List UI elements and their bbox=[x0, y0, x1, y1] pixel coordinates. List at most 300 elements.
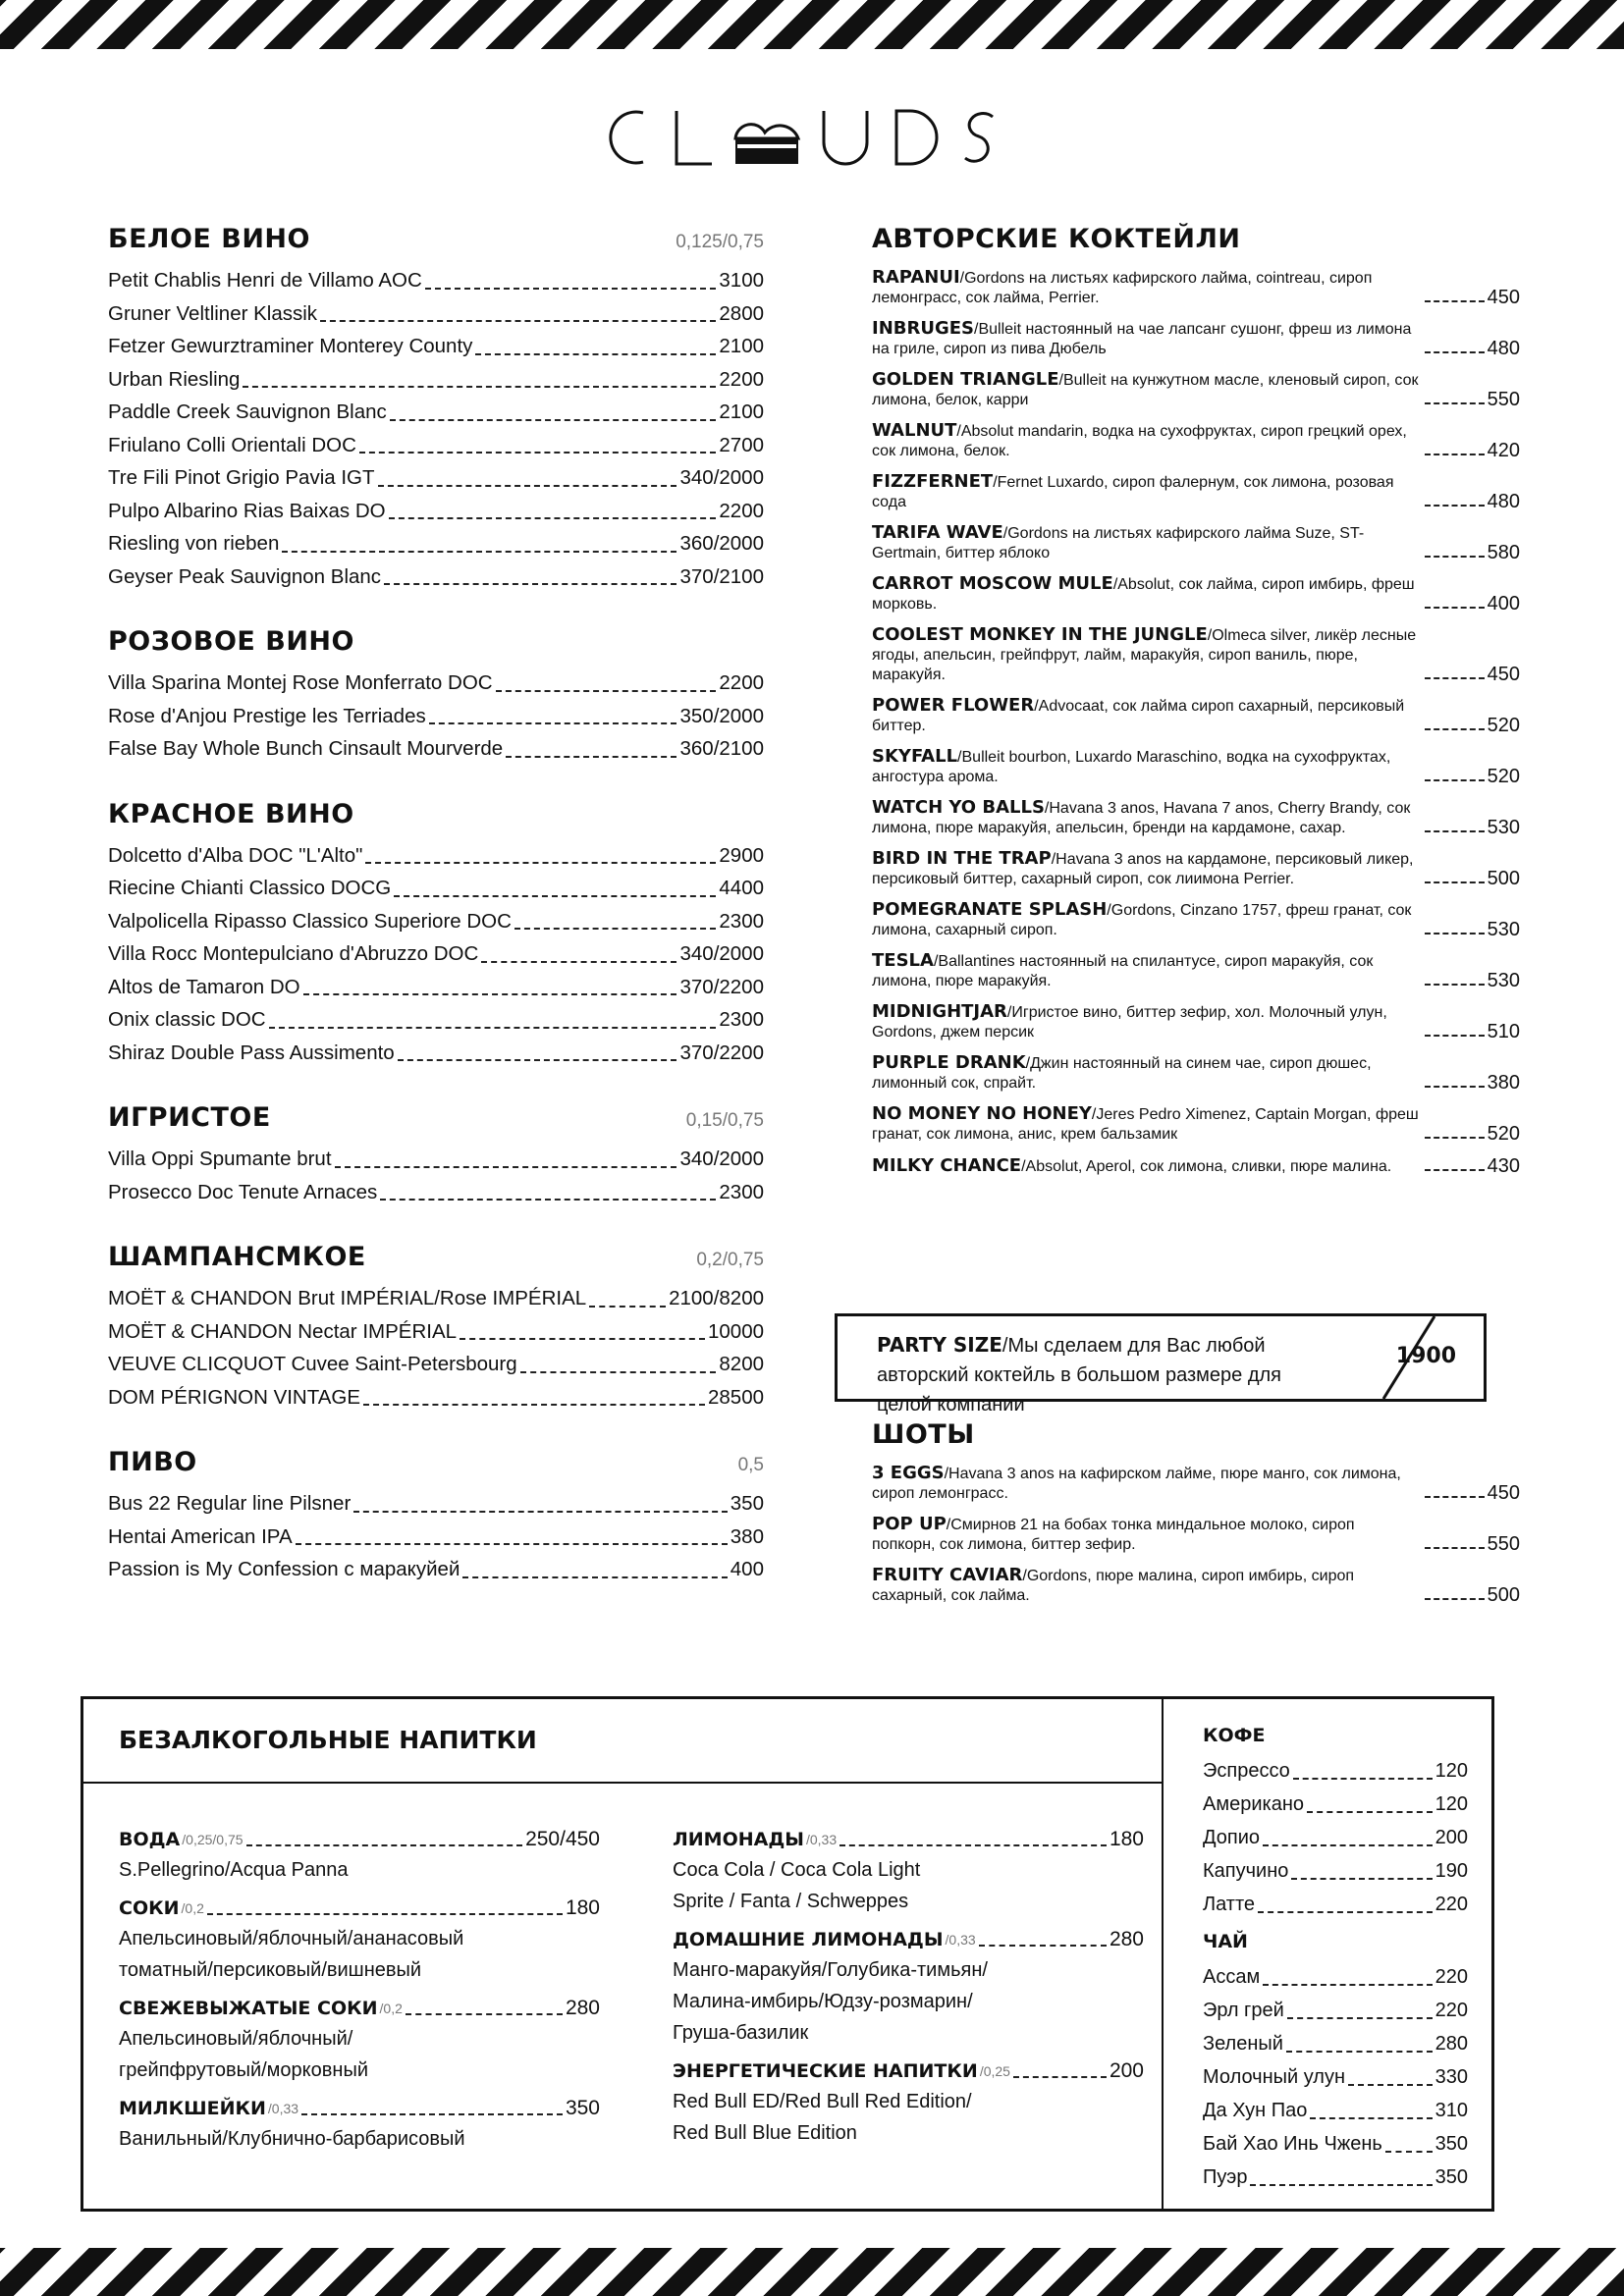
item-name: Riecine Chianti Classico DOCG bbox=[108, 877, 392, 899]
tea-item bbox=[1203, 1960, 1468, 1994]
dotted-leader bbox=[394, 895, 716, 897]
dotted-leader bbox=[1250, 2184, 1432, 2186]
coffee-title: КОФЕ bbox=[1203, 1725, 1266, 1746]
non-alcoholic-price: 180 bbox=[1109, 1828, 1144, 1850]
dotted-leader bbox=[1425, 933, 1485, 934]
non-alcoholic-title: БЕЗАЛКОГОЛЬНЫЕ НАПИТКИ bbox=[119, 1726, 537, 1754]
drink-item bbox=[872, 1053, 1520, 1094]
dotted-leader bbox=[1425, 1598, 1485, 1600]
item-name: Tre Fili Pinot Grigio Pavia IGT bbox=[108, 466, 375, 489]
party-size-price: 1900 bbox=[1395, 1344, 1456, 1368]
dotted-leader bbox=[246, 1844, 523, 1846]
coffee-tea-column bbox=[1203, 1719, 1468, 2194]
dotted-leader bbox=[1425, 1547, 1485, 1549]
item-name: Bus 22 Regular line Pilsner bbox=[108, 1492, 352, 1515]
drink-name: GOLDEN TRIANGLE bbox=[872, 369, 1059, 390]
drink-text bbox=[872, 574, 1422, 614]
drink-description: /Gordons на листьях кафирского лайма Suze, ST-Gertmain, биттер яблоко bbox=[872, 525, 1365, 561]
menu-item bbox=[108, 1348, 764, 1381]
drink-item bbox=[872, 1155, 1520, 1177]
non-alcoholic-name: ЛИМОНАДЫ bbox=[673, 1829, 804, 1850]
tea-price: 220 bbox=[1435, 1966, 1468, 1988]
drink-price: 480 bbox=[1487, 491, 1520, 512]
non-alcoholic-item bbox=[119, 1894, 600, 1986]
drink-item bbox=[872, 747, 1520, 787]
dotted-leader bbox=[429, 722, 677, 724]
item-name: Riesling von rieben bbox=[108, 532, 280, 555]
non-alcoholic-options: Ванильный/Клубнично-барбарисовый bbox=[119, 2128, 465, 2150]
item-price: 340/2000 bbox=[679, 466, 764, 489]
section-title: ШАМПАНСМКОЕ bbox=[108, 1242, 366, 1272]
dotted-leader bbox=[425, 288, 717, 290]
non-alcoholic-row bbox=[119, 1894, 600, 1923]
drink-price: 450 bbox=[1487, 664, 1520, 685]
menu-item bbox=[108, 1521, 764, 1554]
drink-text bbox=[872, 1156, 1422, 1177]
non-alcoholic-options: грейпфрутовый/морковный bbox=[119, 2059, 368, 2081]
drink-price: 500 bbox=[1487, 868, 1520, 889]
drink-text bbox=[872, 747, 1422, 787]
tea-name: Пуэр bbox=[1203, 2166, 1248, 2188]
dotted-leader bbox=[1425, 881, 1485, 883]
non-alcoholic-options: S.Pellegrino/Acqua Panna bbox=[119, 1859, 349, 1881]
item-price: 360/2100 bbox=[679, 737, 764, 760]
dotted-leader bbox=[1286, 2051, 1433, 2053]
tea-price: 310 bbox=[1435, 2100, 1468, 2121]
item-price: 2300 bbox=[719, 1180, 764, 1203]
section-volume: 0,125/0,75 bbox=[676, 232, 764, 252]
drink-item bbox=[872, 1515, 1520, 1555]
drink-price: 580 bbox=[1487, 542, 1520, 563]
item-name: Urban Riesling bbox=[108, 367, 241, 391]
menu-section bbox=[108, 626, 764, 766]
menu-item bbox=[108, 264, 764, 297]
item-price: 340/2000 bbox=[679, 1148, 764, 1170]
drink-price: 550 bbox=[1487, 389, 1520, 410]
dotted-leader bbox=[389, 517, 717, 519]
coffee-name: Допио bbox=[1203, 1827, 1261, 1848]
dotted-leader bbox=[481, 961, 677, 963]
menu-item bbox=[108, 1553, 764, 1586]
coffee-item bbox=[1203, 1888, 1468, 1921]
item-price: 2100/8200 bbox=[669, 1287, 764, 1309]
dotted-leader bbox=[359, 452, 716, 454]
item-name: Valpolicella Ripasso Classico Superiore DOC bbox=[108, 909, 512, 933]
non-alcoholic-volume: /0,25 bbox=[979, 2063, 1010, 2079]
coffee-price: 120 bbox=[1435, 1760, 1468, 1782]
drink-price: 480 bbox=[1487, 338, 1520, 359]
item-price: 2300 bbox=[719, 909, 764, 933]
dotted-leader bbox=[460, 1338, 705, 1340]
coffee-item bbox=[1203, 1754, 1468, 1788]
non-alcoholic-row bbox=[119, 1825, 600, 1854]
dotted-leader bbox=[390, 419, 717, 421]
drink-name: TESLA bbox=[872, 950, 934, 971]
drink-item bbox=[872, 951, 1520, 991]
drink-price: 400 bbox=[1487, 593, 1520, 614]
drink-name: INBRUGES bbox=[872, 318, 974, 339]
tea-price: 280 bbox=[1435, 2033, 1468, 2055]
dotted-leader bbox=[462, 1576, 727, 1578]
item-price: 2200 bbox=[719, 499, 764, 522]
dotted-leader bbox=[1425, 1035, 1485, 1037]
drink-description: /Havana 3 anos на кафирском лайме, пюре манго, сок лимона, сироп лемонграсс. bbox=[872, 1466, 1401, 1502]
drink-text bbox=[872, 1515, 1422, 1555]
dotted-leader bbox=[363, 1404, 705, 1406]
drink-description: /Absolut mandarin, водка на сухофруктах, сироп грецкий орех, сок лимона, белок. bbox=[872, 423, 1407, 459]
menu-item bbox=[108, 396, 764, 429]
dotted-leader bbox=[1425, 1496, 1485, 1498]
drink-price: 450 bbox=[1487, 287, 1520, 308]
item-price: 370/2200 bbox=[679, 1041, 764, 1064]
dotted-leader bbox=[365, 862, 716, 864]
menu-item bbox=[108, 495, 764, 528]
item-price: 8200 bbox=[719, 1353, 764, 1375]
drink-name: POP UP bbox=[872, 1514, 947, 1534]
drink-description: /Olmeca silver, ликёр лесные ягоды, апельсин, грейпфрут, лайм, маракуйя, сироп ваниль, пюре, маракуйя. bbox=[872, 627, 1417, 683]
non-alcoholic-item bbox=[673, 1925, 1144, 2049]
coffee-item bbox=[1203, 1788, 1468, 1821]
item-price: 370/2200 bbox=[679, 975, 764, 998]
item-price: 2100 bbox=[719, 400, 764, 423]
item-price: 2200 bbox=[719, 671, 764, 694]
dotted-leader bbox=[589, 1306, 666, 1308]
item-price: 2800 bbox=[719, 301, 764, 325]
section-header bbox=[108, 626, 764, 657]
drink-item bbox=[872, 1002, 1520, 1042]
dotted-leader bbox=[1258, 1911, 1433, 1913]
dotted-leader bbox=[1425, 1137, 1485, 1139]
dotted-leader bbox=[1425, 1169, 1485, 1171]
section-volume: 0,15/0,75 bbox=[685, 1110, 764, 1131]
drink-item bbox=[872, 574, 1520, 614]
non-alcoholic-options: Red Bull ED/Red Bull Red Edition/ bbox=[673, 2091, 972, 2112]
drink-item bbox=[872, 1104, 1520, 1145]
dotted-leader bbox=[506, 756, 677, 758]
drink-description: /Havana 3 anos, Havana 7 anos, Cherry Brandy, сок лимона, пюре маракуйя, апельсин, бренди на кардамоне, сахар. bbox=[872, 800, 1411, 836]
item-name: Dolcetto d'Alba DOC "L'Alto" bbox=[108, 843, 363, 867]
non-alcoholic-price: 250/450 bbox=[525, 1828, 600, 1850]
tea-name: Ассам bbox=[1203, 1966, 1261, 1988]
drink-item bbox=[872, 472, 1520, 512]
drink-description: /Смирнов 21 на бобах тонка миндальное молоко, сироп попкорн, сок лимона, биттер зефир. bbox=[872, 1517, 1355, 1553]
item-price: 370/2100 bbox=[679, 564, 764, 588]
item-name: Villa Sparina Montej Rose Monferrato DOC bbox=[108, 671, 493, 694]
drink-item bbox=[872, 798, 1520, 838]
dotted-leader bbox=[406, 2013, 563, 2015]
item-name: Shiraz Double Pass Aussimento bbox=[108, 1041, 395, 1064]
menu-item bbox=[108, 461, 764, 495]
non-alcoholic-price: 350 bbox=[565, 2097, 600, 2119]
dotted-leader bbox=[353, 1511, 728, 1513]
drink-price: 520 bbox=[1487, 766, 1520, 787]
dotted-leader bbox=[1291, 1878, 1432, 1880]
item-price: 2100 bbox=[719, 335, 764, 357]
drink-text bbox=[872, 472, 1422, 512]
non-alcoholic-price: 180 bbox=[565, 1896, 600, 1919]
menu-item bbox=[108, 561, 764, 594]
item-name: MOËT & CHANDON Brut IMPÉRIAL/Rose IMPÉRIAL bbox=[108, 1287, 587, 1309]
item-price: 10000 bbox=[707, 1319, 764, 1343]
tea-price: 220 bbox=[1435, 2000, 1468, 2021]
dotted-leader bbox=[1310, 2117, 1432, 2119]
tea-list bbox=[1203, 1960, 1468, 2194]
tea-item bbox=[1203, 2161, 1468, 2194]
non-alcoholic-options: Sprite / Fanta / Schweppes bbox=[673, 1891, 909, 1912]
item-price: 350/2000 bbox=[679, 704, 764, 727]
menu-item bbox=[108, 1381, 764, 1415]
tea-name: Зеленый bbox=[1203, 2033, 1283, 2055]
drink-item bbox=[872, 849, 1520, 889]
item-name: Fetzer Gewurztraminer Monterey County bbox=[108, 335, 473, 357]
item-price: 2300 bbox=[719, 1008, 764, 1031]
non-alcoholic-price: 280 bbox=[565, 1997, 600, 2019]
non-alcoholic-options: Манго-маракуйя/Голубика-тимьян/ bbox=[673, 1959, 988, 1981]
drink-text bbox=[872, 849, 1422, 889]
menu-item bbox=[108, 297, 764, 331]
drink-text bbox=[872, 1464, 1422, 1504]
tea-price: 350 bbox=[1435, 2133, 1468, 2155]
drink-item bbox=[872, 900, 1520, 940]
dotted-leader bbox=[282, 551, 677, 553]
dotted-leader bbox=[1425, 984, 1485, 986]
dotted-leader bbox=[1287, 2017, 1433, 2019]
drink-text bbox=[872, 319, 1422, 359]
section-title: БЕЛОЕ ВИНО bbox=[108, 224, 310, 254]
dotted-leader bbox=[320, 320, 716, 322]
tea-name: Да Хун Пао bbox=[1203, 2100, 1308, 2121]
menu-item bbox=[108, 363, 764, 397]
non-alcoholic-item bbox=[119, 1994, 600, 2086]
menu-item bbox=[108, 937, 764, 971]
coffee-item bbox=[1203, 1854, 1468, 1888]
section-volume: 0,5 bbox=[737, 1455, 764, 1475]
drink-description: /Игристое вино, биттер зефир, хол. Молочный улун, Gordons, джем персик bbox=[872, 1004, 1387, 1041]
drink-name: TARIFA WAVE bbox=[872, 522, 1003, 543]
drink-price: 430 bbox=[1487, 1155, 1520, 1177]
non-alcoholic-options: Апельсиновый/яблочный/ананасовый bbox=[119, 1928, 464, 1949]
dotted-leader bbox=[514, 928, 716, 930]
dotted-leader bbox=[475, 353, 716, 355]
dotted-leader bbox=[301, 2113, 563, 2115]
drink-price: 550 bbox=[1487, 1533, 1520, 1555]
drink-description: /Fernet Luxardo, сироп фалернум, сок лимона, розовая сода bbox=[872, 474, 1394, 510]
non-alcoholic-options: Coca Cola / Coca Cola Light bbox=[673, 1859, 921, 1881]
drink-description: /Advocaat, сок лайма сироп сахарный, персиковый биттер. bbox=[872, 698, 1405, 734]
coffee-name: Американо bbox=[1203, 1793, 1304, 1815]
tea-item bbox=[1203, 1994, 1468, 2027]
shots-section bbox=[872, 1419, 1520, 1617]
menu-section bbox=[108, 799, 764, 1070]
drink-description: /Джин настоянный на синем чае, сироп дюшес, лимонный сок, спрайт. bbox=[872, 1055, 1372, 1092]
drink-item bbox=[872, 268, 1520, 308]
coffee-price: 120 bbox=[1435, 1793, 1468, 1815]
tea-name: Бай Хао Инь Чжень bbox=[1203, 2133, 1382, 2155]
item-price: 2700 bbox=[719, 433, 764, 456]
item-name: Villa Oppi Spumante brut bbox=[108, 1148, 332, 1170]
dotted-leader bbox=[1425, 505, 1485, 507]
non-alcoholic-options: Red Bull Blue Edition bbox=[673, 2122, 857, 2144]
section-header bbox=[108, 1447, 764, 1477]
non-alcoholic-row bbox=[673, 1925, 1144, 1954]
party-size-name: PARTY SIZE bbox=[877, 1333, 1002, 1357]
dotted-leader bbox=[296, 1543, 728, 1545]
item-price: 360/2000 bbox=[679, 532, 764, 555]
dotted-leader bbox=[1425, 351, 1485, 353]
non-alcoholic-volume: /0,33 bbox=[267, 2101, 299, 2116]
top-stripe-border bbox=[0, 0, 1624, 49]
item-name: DOM PÉRIGNON VINTAGE bbox=[108, 1385, 361, 1409]
dotted-leader bbox=[243, 386, 716, 388]
menu-item bbox=[108, 1037, 764, 1070]
section-header bbox=[108, 1242, 764, 1272]
item-price: 350 bbox=[730, 1492, 764, 1515]
drink-name: MIDNIGHTJAR bbox=[872, 1001, 1007, 1022]
non-alcoholic-item bbox=[119, 2094, 600, 2155]
item-name: Gruner Veltliner Klassik bbox=[108, 301, 318, 325]
non-alcoholic-header bbox=[83, 1699, 1162, 1784]
shots-list bbox=[872, 1464, 1520, 1606]
drink-price: 520 bbox=[1487, 1123, 1520, 1145]
drink-text bbox=[872, 696, 1422, 736]
coffee-price: 220 bbox=[1435, 1894, 1468, 1915]
menu-section bbox=[108, 1242, 764, 1414]
dotted-leader bbox=[1425, 830, 1485, 832]
item-price: 400 bbox=[730, 1558, 764, 1580]
section-volume: 0,2/0,75 bbox=[696, 1250, 764, 1270]
item-price: 2900 bbox=[719, 843, 764, 867]
dotted-leader bbox=[520, 1371, 717, 1373]
drink-description: /Absolut, сок лайма, сироп имбирь, фреш морковь. bbox=[872, 576, 1415, 613]
drink-price: 530 bbox=[1487, 970, 1520, 991]
non-alcoholic-volume: /0,2 bbox=[181, 1900, 204, 1916]
drink-name: RAPANUI bbox=[872, 267, 960, 288]
drink-item bbox=[872, 421, 1520, 461]
drink-description: /Bulleit на кунжутном масле, кленовый сироп, сок лимона, белок, карри bbox=[872, 372, 1419, 408]
non-alcoholic-middle-column bbox=[673, 1825, 1144, 2157]
party-size-desc: /Мы сделаем для Вас любой авторский коктейль в большом размере для целой компании bbox=[877, 1335, 1282, 1415]
section-title: ПИВО bbox=[108, 1447, 197, 1477]
dotted-leader bbox=[1425, 556, 1485, 558]
item-price: 2200 bbox=[719, 367, 764, 391]
dotted-leader bbox=[384, 583, 677, 585]
non-alcoholic-item bbox=[673, 2056, 1144, 2149]
drink-name: CARROT MOSCOW MULE bbox=[872, 573, 1113, 594]
drink-item bbox=[872, 1464, 1520, 1504]
drink-price: 530 bbox=[1487, 817, 1520, 838]
drink-text bbox=[872, 1104, 1422, 1145]
dotted-leader bbox=[1385, 2151, 1433, 2153]
coffee-name: Эспрессо bbox=[1203, 1760, 1290, 1782]
drink-text bbox=[872, 900, 1422, 940]
dotted-leader bbox=[1425, 728, 1485, 730]
dotted-leader bbox=[1425, 607, 1485, 609]
section-title: КРАСНОЕ ВИНО bbox=[108, 798, 354, 829]
bottom-stripe-border bbox=[0, 2248, 1624, 2296]
item-price: 340/2000 bbox=[679, 942, 764, 965]
drink-name: POMEGRANATE SPLASH bbox=[872, 899, 1108, 920]
section-title: ИГРИСТОЕ bbox=[108, 1102, 271, 1133]
drink-description: /Havana 3 anos на кардамоне, персиковый ликер, персиковый биттер, сахарный сироп, сок лиимона Perrier. bbox=[872, 851, 1414, 887]
menu-item bbox=[108, 527, 764, 561]
non-alcoholic-name: СОКИ bbox=[119, 1897, 180, 1919]
dotted-leader bbox=[1425, 1086, 1485, 1088]
drink-description: /Absolut, Aperol, сок лимона, сливки, пюре малина. bbox=[1021, 1158, 1392, 1175]
coffee-price: 200 bbox=[1435, 1827, 1468, 1848]
non-alcoholic-volume: /0,2 bbox=[379, 2001, 403, 2016]
drink-name: PURPLE DRANK bbox=[872, 1052, 1026, 1073]
menu-section bbox=[108, 224, 764, 593]
dotted-leader bbox=[207, 1913, 563, 1915]
menu-item bbox=[108, 732, 764, 766]
drink-name: 3 EGGS bbox=[872, 1463, 945, 1483]
non-alcoholic-options: Апельсиновый/яблочный/ bbox=[119, 2028, 353, 2050]
drink-name: BIRD IN THE TRAP bbox=[872, 848, 1052, 869]
item-price: 28500 bbox=[707, 1385, 764, 1409]
menu-item bbox=[108, 839, 764, 873]
non-alcoholic-volume: /0,33 bbox=[945, 1932, 976, 1948]
non-alcoholic-row bbox=[673, 1825, 1144, 1854]
drink-description: /Bulleit настоянный на чае лапсанг сушонг, фреш из лимона на гриле, сироп из пива Дюбель bbox=[872, 321, 1412, 357]
dotted-leader bbox=[1263, 1984, 1432, 1986]
menu-item bbox=[108, 1003, 764, 1037]
drink-text bbox=[872, 798, 1422, 838]
section-header bbox=[108, 224, 764, 254]
tea-title: ЧАЙ bbox=[1203, 1931, 1248, 1952]
non-alcoholic-row bbox=[119, 2094, 600, 2123]
drink-description: /Gordons на листьях кафирского лайма, cointreau, сироп лемонграсс, сок лайма, Perrier. bbox=[872, 270, 1373, 306]
dotted-leader bbox=[1425, 454, 1485, 455]
menu-item bbox=[108, 700, 764, 733]
drink-description: /Gordons, пюре малина, сироп имбирь, сироп сахарный, сок лайма. bbox=[872, 1568, 1355, 1604]
dotted-leader bbox=[1425, 677, 1485, 679]
non-alcoholic-name: ВОДА bbox=[119, 1829, 181, 1850]
drink-text bbox=[872, 421, 1422, 461]
dotted-leader bbox=[1348, 2084, 1433, 2086]
menu-section bbox=[108, 1447, 764, 1586]
non-alcoholic-name: ДОМАШНИЕ ЛИМОНАДЫ bbox=[673, 1929, 944, 1950]
cocktails-column bbox=[872, 224, 1520, 1188]
dotted-leader bbox=[496, 690, 717, 692]
dotted-leader bbox=[1425, 402, 1485, 404]
menu-item bbox=[108, 872, 764, 905]
drink-name: NO MONEY NO HONEY bbox=[872, 1103, 1092, 1124]
drink-item bbox=[872, 625, 1520, 685]
drink-item bbox=[872, 523, 1520, 563]
item-name: Hentai American IPA bbox=[108, 1524, 293, 1548]
item-price: 4400 bbox=[719, 877, 764, 899]
drink-description: /Jeres Pedro Ximenez, Captain Morgan, фреш гранат, сок лимона, анис, крем бальзамик bbox=[872, 1106, 1419, 1143]
item-name: Petit Chablis Henri de Villamo AOC bbox=[108, 269, 422, 292]
coffee-list bbox=[1203, 1754, 1468, 1921]
non-alcoholic-item bbox=[119, 1825, 600, 1886]
drink-name: WATCH YO BALLS bbox=[872, 797, 1045, 818]
menu-item bbox=[108, 1176, 764, 1209]
drink-text bbox=[872, 523, 1422, 563]
dotted-leader bbox=[398, 1059, 677, 1061]
drink-text bbox=[872, 951, 1422, 991]
drink-text bbox=[872, 1002, 1422, 1042]
dotted-leader bbox=[1013, 2076, 1107, 2078]
menu-item bbox=[108, 667, 764, 700]
tea-price: 330 bbox=[1435, 2066, 1468, 2088]
drink-text bbox=[872, 370, 1422, 410]
menu-item bbox=[108, 1282, 764, 1315]
drink-item bbox=[872, 370, 1520, 410]
box-divider bbox=[1162, 1699, 1164, 2209]
non-alcoholic-left-column bbox=[119, 1825, 600, 2163]
non-alcoholic-name: ЭНЕРГЕТИЧЕСКИЕ НАПИТКИ bbox=[673, 2060, 978, 2082]
